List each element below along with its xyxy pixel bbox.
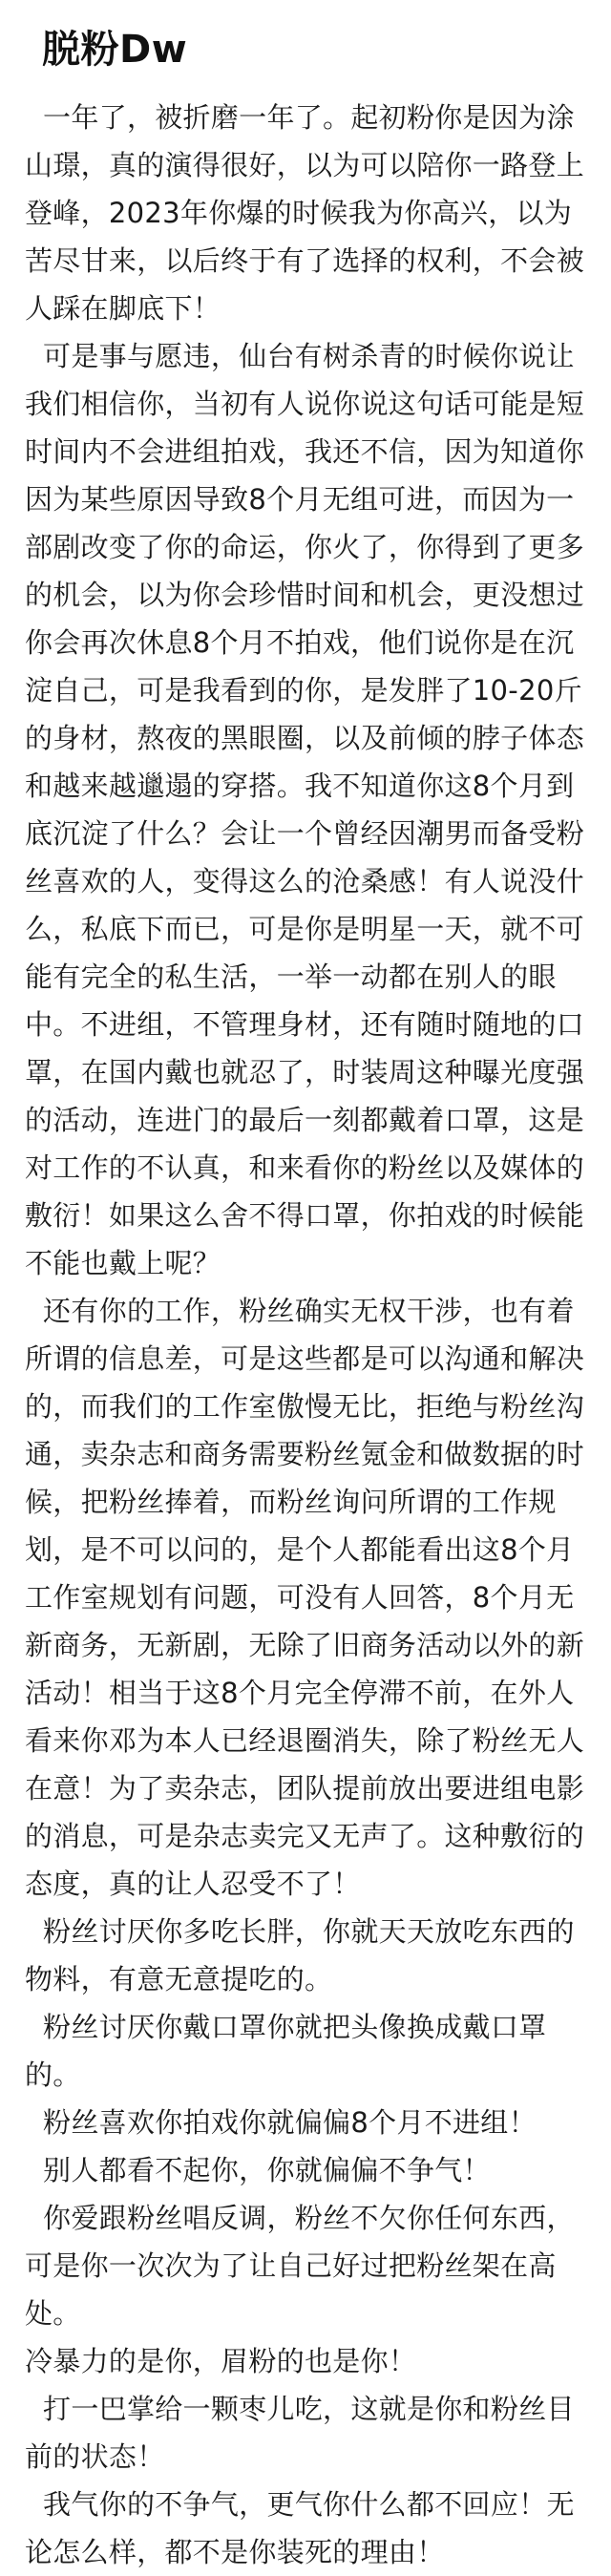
paragraph-5: 粉丝讨厌你戴口罩你就把头像换成戴口罩的。 [25,2011,547,2091]
paragraph-8: 你爱跟粉丝唱反调，粉丝不欠你任何东西，可是你一次次为了让自己好过把粉丝架在高处。 [25,2202,575,2330]
paragraph-2: 可是事与愿违，仙台有树杀青的时候你说让我们相信你，当初有人说你说这句话可能是短时间内不会进组拍戏，我还不信，因为知道你因为某些原因导致8个月无组可进，而因为一部剧改变了你的命运，你火了，你得到了更多的机会，以为你会珍惜时间和机会，更没想过你会再次休息8个月不拍戏，他们说你是在沉淀自己，可是我看到的你，是发胖了10-20斤的身材，熬夜的黑眼圈，以及前倾的脖子体态和越来越邋遢的穿搭。我不知道你这8个月到底沉淀了什么？会让一个曾经因潮男而备受粉丝喜欢的人，变得这么的沧桑感！有人说没什么，私底下而已，可是你是明星一天，就不可能有完全的私生活，一举一动都在别人的眼中。不进组，不管理身材，还有随时随地的口罩，在国内戴也就忍了，时装周这种曝光度强的活动，连进门的最后一刻都戴着口罩，这是对工作的不认真，和来看你的粉丝以及媒体的敷衍！如果这么舍不得口罩，你拍戏的时候能不能也戴上呢？ [25,340,585,1279]
paragraph-9: 冷暴力的是你，眉粉的也是你！ [25,2345,417,2377]
post-title: 脱粉Dw [42,28,188,72]
post-body [25,94,586,2576]
paragraph-4: 粉丝讨厌你多吃长胖，你就天天放吃东西的物料，有意无意提吃的。 [25,1915,575,1995]
paragraph-11: 我气你的不争气，更气你什么都不回应！无论怎么样，都不是你装死的理由！ [25,2488,575,2568]
paragraph-6: 粉丝喜欢你拍戏你就偏偏8个月不进组！ [25,2106,537,2139]
paragraph-7: 别人都看不起你，你就偏偏不争气！ [25,2154,491,2186]
paragraph-3: 还有你的工作，粉丝确实无权干涉，也有着所谓的信息差，可是这些都是可以沟通和解决的，而我们的工作室傲慢无比，拒绝与粉丝沟通，卖杂志和商务需要粉丝氪金和做数据的时候，把粉丝捧着，而粉丝询问所谓的工作规划，是不可以问的，是个人都能看出这8个月工作室规划有问题，可没有人回答，8个月无新商务，无新剧，无除了旧商务活动以外的新活动！相当于这8个月完全停滞不前，在外人看来你邓为本人已经退圈消失，除了粉丝无人在意！为了卖杂志，团队提前放出要进组电影的消息，可是杂志卖完又无声了。这种敷衍的态度，真的让人忍受不了！ [25,1295,585,1900]
paragraph-10: 打一巴掌给一颗枣儿吃，这就是你和粉丝目前的状态！ [25,2393,575,2473]
paragraph-1: 一年了，被折磨一年了。起初粉你是因为涂山璟，真的演得很好，以为可以陪你一路登上登峰，2023年你爆的时候我为你高兴，以为苦尽甘来，以后终于有了选择的权利，不会被人踩在脚底下！ [25,101,585,325]
